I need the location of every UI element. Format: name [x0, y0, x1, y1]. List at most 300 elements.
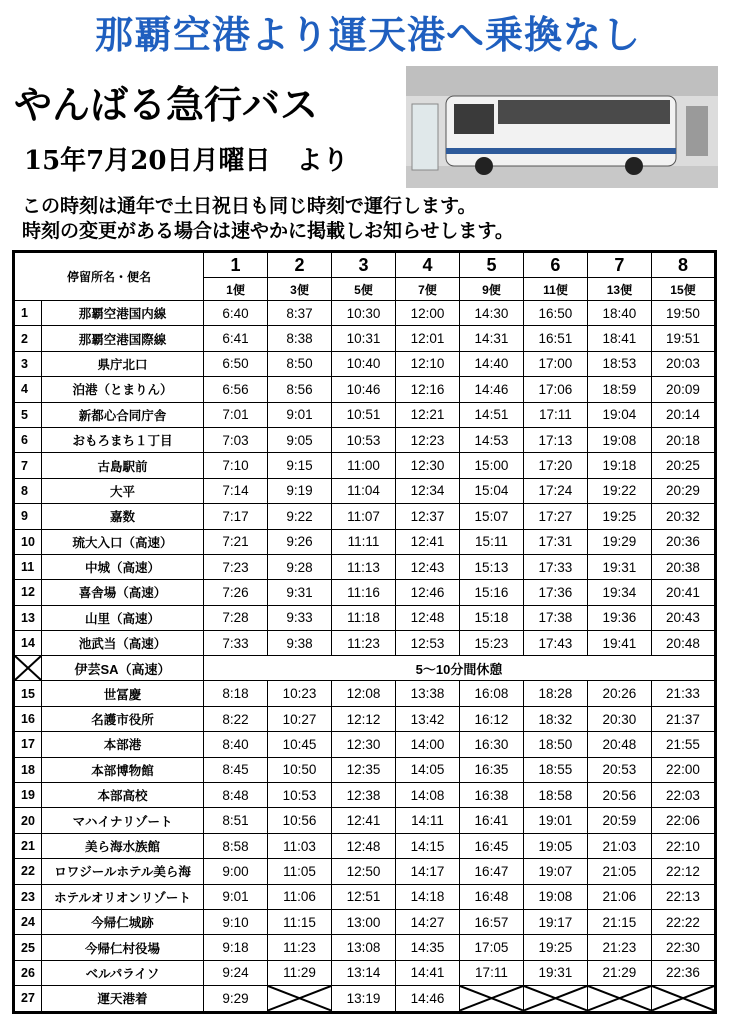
time-cell: 6:41 — [204, 326, 268, 351]
time-cell: 22:30 — [651, 935, 715, 960]
time-cell: 14:46 — [395, 986, 459, 1012]
row-number: 23 — [14, 884, 42, 909]
column-number: 6 — [523, 252, 587, 278]
bin-number: 13便 — [587, 278, 651, 301]
time-cell: 19:31 — [523, 960, 587, 985]
stop-name: 美ら海水族館 — [42, 833, 204, 858]
time-cell: 20:48 — [587, 732, 651, 757]
header-row-columns — [14, 252, 716, 278]
time-cell: 22:13 — [651, 884, 715, 909]
column-number: 5 — [459, 252, 523, 278]
table-row — [14, 402, 716, 427]
notice-line-1: この時刻は通年で土日祝日も同じ時刻で運行します。 — [22, 195, 477, 217]
time-cell: 11:04 — [331, 478, 395, 503]
time-cell: 12:50 — [331, 859, 395, 884]
time-cell: 17:13 — [523, 427, 587, 452]
time-cell: 14:27 — [395, 909, 459, 934]
time-cell: 11:23 — [331, 631, 395, 656]
time-cell: 18:58 — [523, 783, 587, 808]
row-number: 8 — [14, 478, 42, 503]
time-cell: 7:28 — [204, 605, 268, 630]
column-number: 7 — [587, 252, 651, 278]
time-cell: 17:38 — [523, 605, 587, 630]
time-cell: 8:58 — [204, 833, 268, 858]
row-number: 10 — [14, 529, 42, 554]
stop-name: 本部港 — [42, 732, 204, 757]
time-cell: 10:53 — [331, 427, 395, 452]
time-cell: 16:48 — [459, 884, 523, 909]
table-row — [14, 554, 716, 579]
time-cell: 20:48 — [651, 631, 715, 656]
time-cell: 21:23 — [587, 935, 651, 960]
time-cell: 8:50 — [268, 351, 332, 376]
row-number: 2 — [14, 326, 42, 351]
time-cell: 22:22 — [651, 909, 715, 934]
time-cell: 19:50 — [651, 301, 715, 326]
table-row — [14, 935, 716, 960]
time-cell: 18:50 — [523, 732, 587, 757]
row-number: 11 — [14, 554, 42, 579]
time-cell: 11:15 — [268, 909, 332, 934]
time-cell: 10:23 — [268, 681, 332, 706]
time-cell: 10:30 — [331, 301, 395, 326]
no-number-cell — [14, 656, 42, 681]
time-cell: 17:36 — [523, 580, 587, 605]
time-cell: 15:11 — [459, 529, 523, 554]
table-row — [14, 605, 716, 630]
time-cell: 21:15 — [587, 909, 651, 934]
time-cell: 14:35 — [395, 935, 459, 960]
time-cell: 9:38 — [268, 631, 332, 656]
time-cell: 20:29 — [651, 478, 715, 503]
time-cell: 14:40 — [459, 351, 523, 376]
time-cell: 14:53 — [459, 427, 523, 452]
time-cell: 17:11 — [523, 402, 587, 427]
stop-name: 那覇空港国内線 — [42, 301, 204, 326]
time-cell: 14:17 — [395, 859, 459, 884]
no-service-cell — [268, 986, 332, 1012]
time-cell: 12:41 — [331, 808, 395, 833]
row-number: 17 — [14, 732, 42, 757]
time-cell: 11:16 — [331, 580, 395, 605]
time-cell: 12:43 — [395, 554, 459, 579]
time-cell: 9:28 — [268, 554, 332, 579]
time-cell: 16:38 — [459, 783, 523, 808]
time-cell: 16:30 — [459, 732, 523, 757]
time-cell: 20:53 — [587, 757, 651, 782]
time-cell: 10:51 — [331, 402, 395, 427]
time-cell: 14:18 — [395, 884, 459, 909]
time-cell: 15:04 — [459, 478, 523, 503]
time-cell: 10:56 — [268, 808, 332, 833]
time-cell: 16:45 — [459, 833, 523, 858]
stop-name: 新都心合同庁舎 — [42, 402, 204, 427]
time-cell: 19:18 — [587, 453, 651, 478]
time-cell: 20:26 — [587, 681, 651, 706]
time-cell: 17:31 — [523, 529, 587, 554]
stop-name: おもろまち１丁目 — [42, 427, 204, 452]
cross-mark-icon — [524, 986, 587, 1010]
column-number: 2 — [268, 252, 332, 278]
time-cell: 12:34 — [395, 478, 459, 503]
stop-name: 本部博物館 — [42, 757, 204, 782]
table-row — [14, 706, 716, 731]
time-cell: 16:47 — [459, 859, 523, 884]
time-cell: 20:36 — [651, 529, 715, 554]
time-cell: 17:20 — [523, 453, 587, 478]
no-service-cell — [459, 986, 523, 1012]
row-number: 22 — [14, 859, 42, 884]
time-cell: 6:50 — [204, 351, 268, 376]
time-cell: 9:29 — [204, 986, 268, 1012]
stop-name: 山里（高速） — [42, 605, 204, 630]
time-cell: 11:23 — [268, 935, 332, 960]
stop-name: ベルパライソ — [42, 960, 204, 985]
time-cell: 19:51 — [651, 326, 715, 351]
column-number: 1 — [204, 252, 268, 278]
time-cell: 19:08 — [587, 427, 651, 452]
row-number: 9 — [14, 504, 42, 529]
time-cell: 20:25 — [651, 453, 715, 478]
time-cell: 12:48 — [395, 605, 459, 630]
stop-name: 世冨慶 — [42, 681, 204, 706]
time-cell: 12:53 — [395, 631, 459, 656]
time-cell: 11:05 — [268, 859, 332, 884]
row-number: 7 — [14, 453, 42, 478]
stop-name: 運天港着 — [42, 986, 204, 1012]
time-cell: 8:45 — [204, 757, 268, 782]
table-row — [14, 783, 716, 808]
time-cell: 10:53 — [268, 783, 332, 808]
time-cell: 10:50 — [268, 757, 332, 782]
table-row — [14, 859, 716, 884]
time-cell: 16:35 — [459, 757, 523, 782]
time-cell: 17:11 — [459, 960, 523, 985]
time-cell: 20:56 — [587, 783, 651, 808]
cross-mark-icon — [15, 656, 41, 680]
time-cell: 9:24 — [204, 960, 268, 985]
table-row — [14, 681, 716, 706]
time-cell: 19:22 — [587, 478, 651, 503]
time-cell: 22:03 — [651, 783, 715, 808]
row-number: 14 — [14, 631, 42, 656]
time-cell: 12:48 — [331, 833, 395, 858]
time-cell: 19:05 — [523, 833, 587, 858]
time-cell: 8:40 — [204, 732, 268, 757]
bin-number: 11便 — [523, 278, 587, 301]
time-cell: 8:18 — [204, 681, 268, 706]
row-number: 3 — [14, 351, 42, 376]
time-cell: 10:45 — [268, 732, 332, 757]
table-row — [14, 986, 716, 1012]
time-cell: 13:14 — [331, 960, 395, 985]
time-cell: 21:37 — [651, 706, 715, 731]
table-row — [14, 301, 716, 326]
time-cell: 15:00 — [459, 453, 523, 478]
column-number: 3 — [331, 252, 395, 278]
time-cell: 12:16 — [395, 377, 459, 402]
time-cell: 14:15 — [395, 833, 459, 858]
time-cell: 8:56 — [268, 377, 332, 402]
time-cell: 11:18 — [331, 605, 395, 630]
time-cell: 12:01 — [395, 326, 459, 351]
time-cell: 20:38 — [651, 554, 715, 579]
row-number: 27 — [14, 986, 42, 1012]
time-cell: 11:06 — [268, 884, 332, 909]
time-cell: 13:00 — [331, 909, 395, 934]
time-cell: 12:51 — [331, 884, 395, 909]
row-number: 13 — [14, 605, 42, 630]
time-cell: 10:31 — [331, 326, 395, 351]
time-cell: 20:09 — [651, 377, 715, 402]
time-cell: 20:59 — [587, 808, 651, 833]
time-cell: 12:37 — [395, 504, 459, 529]
time-cell: 17:00 — [523, 351, 587, 376]
bin-number: 15便 — [651, 278, 715, 301]
row-number: 24 — [14, 909, 42, 934]
time-cell: 13:08 — [331, 935, 395, 960]
stop-name: 琉大入口（高速） — [42, 529, 204, 554]
time-cell: 18:40 — [587, 301, 651, 326]
time-cell: 9:15 — [268, 453, 332, 478]
time-cell: 14:11 — [395, 808, 459, 833]
table-row — [14, 884, 716, 909]
time-cell: 20:14 — [651, 402, 715, 427]
time-cell: 10:40 — [331, 351, 395, 376]
time-cell: 15:16 — [459, 580, 523, 605]
table-row — [14, 478, 716, 503]
time-cell: 16:08 — [459, 681, 523, 706]
time-cell: 17:06 — [523, 377, 587, 402]
time-cell: 9:10 — [204, 909, 268, 934]
time-cell: 16:41 — [459, 808, 523, 833]
stop-header: 停留所名・便名 — [14, 252, 204, 301]
row-number: 26 — [14, 960, 42, 985]
bin-number: 1便 — [204, 278, 268, 301]
time-cell: 18:32 — [523, 706, 587, 731]
table-row — [14, 504, 716, 529]
time-cell: 14:31 — [459, 326, 523, 351]
stop-name: 喜舎場（高速） — [42, 580, 204, 605]
time-cell: 20:41 — [651, 580, 715, 605]
time-cell: 8:22 — [204, 706, 268, 731]
no-service-cell — [651, 986, 715, 1012]
time-cell: 7:21 — [204, 529, 268, 554]
row-number: 12 — [14, 580, 42, 605]
time-cell: 15:18 — [459, 605, 523, 630]
time-cell: 21:29 — [587, 960, 651, 985]
time-cell: 9:31 — [268, 580, 332, 605]
stop-name: ロワジールホテル美ら海 — [42, 859, 204, 884]
bin-number: 9便 — [459, 278, 523, 301]
table-row — [14, 529, 716, 554]
time-cell: 13:19 — [331, 986, 395, 1012]
table-row — [14, 631, 716, 656]
time-cell: 19:31 — [587, 554, 651, 579]
time-cell: 15:23 — [459, 631, 523, 656]
time-cell: 12:30 — [395, 453, 459, 478]
time-cell: 9:18 — [204, 935, 268, 960]
time-cell: 19:25 — [587, 504, 651, 529]
time-cell: 7:17 — [204, 504, 268, 529]
time-cell: 21:05 — [587, 859, 651, 884]
stop-name: 中城（高速） — [42, 554, 204, 579]
time-cell: 20:32 — [651, 504, 715, 529]
time-cell: 17:05 — [459, 935, 523, 960]
table-row — [14, 580, 716, 605]
time-cell: 18:53 — [587, 351, 651, 376]
no-service-cell — [523, 986, 587, 1012]
time-cell: 11:11 — [331, 529, 395, 554]
stop-name: ホテルオリオンリゾート — [42, 884, 204, 909]
time-cell: 14:05 — [395, 757, 459, 782]
cross-mark-icon — [268, 986, 331, 1010]
time-cell: 19:07 — [523, 859, 587, 884]
stop-name: 大平 — [42, 478, 204, 503]
time-cell: 19:29 — [587, 529, 651, 554]
time-cell: 11:07 — [331, 504, 395, 529]
time-cell: 22:00 — [651, 757, 715, 782]
time-cell: 14:51 — [459, 402, 523, 427]
bin-number: 7便 — [395, 278, 459, 301]
time-cell: 11:03 — [268, 833, 332, 858]
row-number: 6 — [14, 427, 42, 452]
cross-mark-icon — [652, 986, 714, 1010]
time-cell: 18:59 — [587, 377, 651, 402]
time-cell: 18:55 — [523, 757, 587, 782]
table-row — [14, 833, 716, 858]
column-number: 8 — [651, 252, 715, 278]
time-cell: 12:46 — [395, 580, 459, 605]
time-cell: 21:03 — [587, 833, 651, 858]
cross-mark-icon — [460, 986, 523, 1010]
bus-photo-illustration — [406, 66, 718, 188]
time-cell: 12:23 — [395, 427, 459, 452]
row-number: 5 — [14, 402, 42, 427]
time-cell: 9:33 — [268, 605, 332, 630]
time-cell: 19:41 — [587, 631, 651, 656]
time-cell: 7:14 — [204, 478, 268, 503]
time-cell: 16:12 — [459, 706, 523, 731]
rest-note: 5～10分間休憩 — [204, 656, 716, 681]
time-cell: 16:57 — [459, 909, 523, 934]
bin-number: 5便 — [331, 278, 395, 301]
time-cell: 20:30 — [587, 706, 651, 731]
time-cell: 12:21 — [395, 402, 459, 427]
time-cell: 7:03 — [204, 427, 268, 452]
time-cell: 6:56 — [204, 377, 268, 402]
time-cell: 17:43 — [523, 631, 587, 656]
time-cell: 9:01 — [268, 402, 332, 427]
time-cell: 16:50 — [523, 301, 587, 326]
time-cell: 9:22 — [268, 504, 332, 529]
table-row — [14, 377, 716, 402]
table-row — [14, 808, 716, 833]
time-cell: 11:29 — [268, 960, 332, 985]
time-cell: 11:13 — [331, 554, 395, 579]
time-cell: 17:27 — [523, 504, 587, 529]
time-cell: 22:36 — [651, 960, 715, 985]
effective-date: 15年7月20日月曜日 より — [24, 146, 349, 176]
stop-name: 池武当（高速） — [42, 631, 204, 656]
bus-photo — [406, 66, 718, 188]
time-cell: 19:08 — [523, 884, 587, 909]
time-cell: 21:33 — [651, 681, 715, 706]
time-cell: 7:10 — [204, 453, 268, 478]
time-cell: 17:33 — [523, 554, 587, 579]
time-cell: 14:30 — [459, 301, 523, 326]
time-cell: 9:01 — [204, 884, 268, 909]
time-cell: 19:17 — [523, 909, 587, 934]
time-cell: 7:23 — [204, 554, 268, 579]
time-cell: 12:38 — [331, 783, 395, 808]
table-row — [14, 909, 716, 934]
time-cell: 12:10 — [395, 351, 459, 376]
time-cell: 19:34 — [587, 580, 651, 605]
time-cell: 7:33 — [204, 631, 268, 656]
row-number: 21 — [14, 833, 42, 858]
time-cell: 20:03 — [651, 351, 715, 376]
bus-service-name: やんばる急行バス — [14, 82, 319, 127]
time-cell: 13:38 — [395, 681, 459, 706]
stop-name: 那覇空港国際線 — [42, 326, 204, 351]
time-cell: 14:41 — [395, 960, 459, 985]
stop-name: 今帰仁城跡 — [42, 909, 204, 934]
page-title: 那覇空港より運天港へ乗換なし — [94, 13, 641, 57]
time-cell: 21:06 — [587, 884, 651, 909]
stop-name: 嘉数 — [42, 504, 204, 529]
rest-stop-row — [14, 656, 716, 681]
time-cell: 19:01 — [523, 808, 587, 833]
time-cell: 10:27 — [268, 706, 332, 731]
time-cell: 11:00 — [331, 453, 395, 478]
cross-mark-icon — [588, 986, 651, 1010]
stop-name: 今帰仁村役場 — [42, 935, 204, 960]
row-number: 25 — [14, 935, 42, 960]
time-cell: 12:41 — [395, 529, 459, 554]
time-cell: 20:43 — [651, 605, 715, 630]
stop-name: 県庁北口 — [42, 351, 204, 376]
row-number: 1 — [14, 301, 42, 326]
time-cell: 12:35 — [331, 757, 395, 782]
time-cell: 13:42 — [395, 706, 459, 731]
time-cell: 17:24 — [523, 478, 587, 503]
notice-line-2: 時刻の変更がある場合は速やかに掲載しお知らせします。 — [22, 220, 514, 242]
time-cell: 12:30 — [331, 732, 395, 757]
row-number: 16 — [14, 706, 42, 731]
time-cell: 14:00 — [395, 732, 459, 757]
notice-text — [22, 194, 514, 244]
row-number: 4 — [14, 377, 42, 402]
time-cell: 21:55 — [651, 732, 715, 757]
time-cell: 8:51 — [204, 808, 268, 833]
stop-name: 本部高校 — [42, 783, 204, 808]
stop-name: 古島駅前 — [42, 453, 204, 478]
stop-name: 伊芸SA（高速） — [42, 656, 204, 681]
table-row — [14, 960, 716, 985]
time-cell: 9:00 — [204, 859, 268, 884]
time-cell: 20:18 — [651, 427, 715, 452]
time-cell: 15:07 — [459, 504, 523, 529]
time-cell: 12:12 — [331, 706, 395, 731]
row-number: 18 — [14, 757, 42, 782]
table-row — [14, 326, 716, 351]
table-row — [14, 351, 716, 376]
bin-number: 3便 — [268, 278, 332, 301]
table-row — [14, 732, 716, 757]
time-cell: 8:38 — [268, 326, 332, 351]
time-cell: 7:26 — [204, 580, 268, 605]
